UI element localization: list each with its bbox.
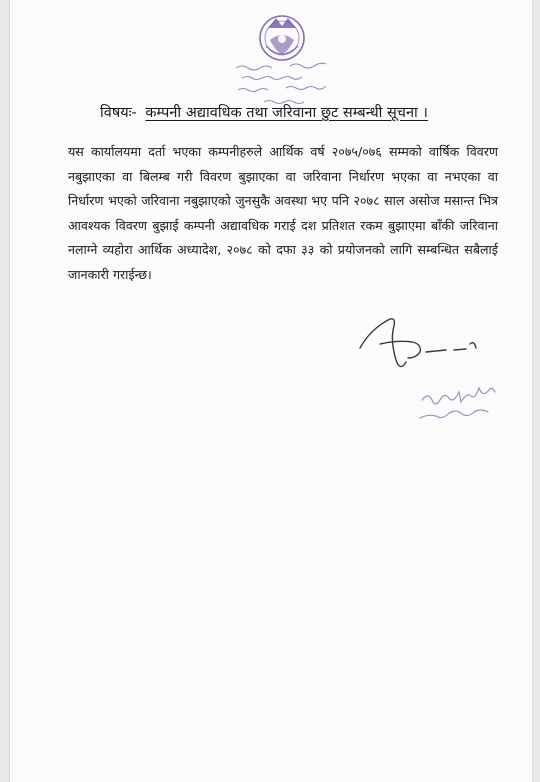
government-seal-icon: [228, 6, 338, 110]
document-page: [10, 0, 532, 782]
office-seal: [228, 6, 338, 110]
subject-title: कम्पनी अद्यावधिक तथा जरिवाना छुट सम्बन्धी सूचना ।: [145, 105, 428, 121]
signature-icon: [350, 300, 540, 440]
subject-prefix: विषयः-: [100, 105, 137, 121]
notice-body: यस कार्यालयमा दर्ता भएका कम्पनीहरुले आर्थिक वर्ष २०७५/०७६ सम्मको वार्षिक विवरण नबुझाएका वा बिलम्ब गरी विवरण बुझाएका वा जरिवाना निर्धारण भएका वा नभएका वा निर्धारण भएको जरिवाना नबुझाएको जुनसुकै अवस्था भए पनि २०७८ साल असोज मसान्त भित्र आवश्यक विवरण बुझाई कम्पनी अद्यावधिक गराई दश प्रतिशत रकम बुझाएमा बाँकी जरिवाना नलाग्ने व्यहोरा आर्थिक अध्यादेश, २०७८ को दफा ३३ को प्रयोजनको लागि सम्बन्धित सबैलाई जानकारी गराईन्छ।: [68, 144, 498, 282]
notice-subject: [100, 102, 428, 122]
handwritten-signature: [350, 300, 540, 440]
